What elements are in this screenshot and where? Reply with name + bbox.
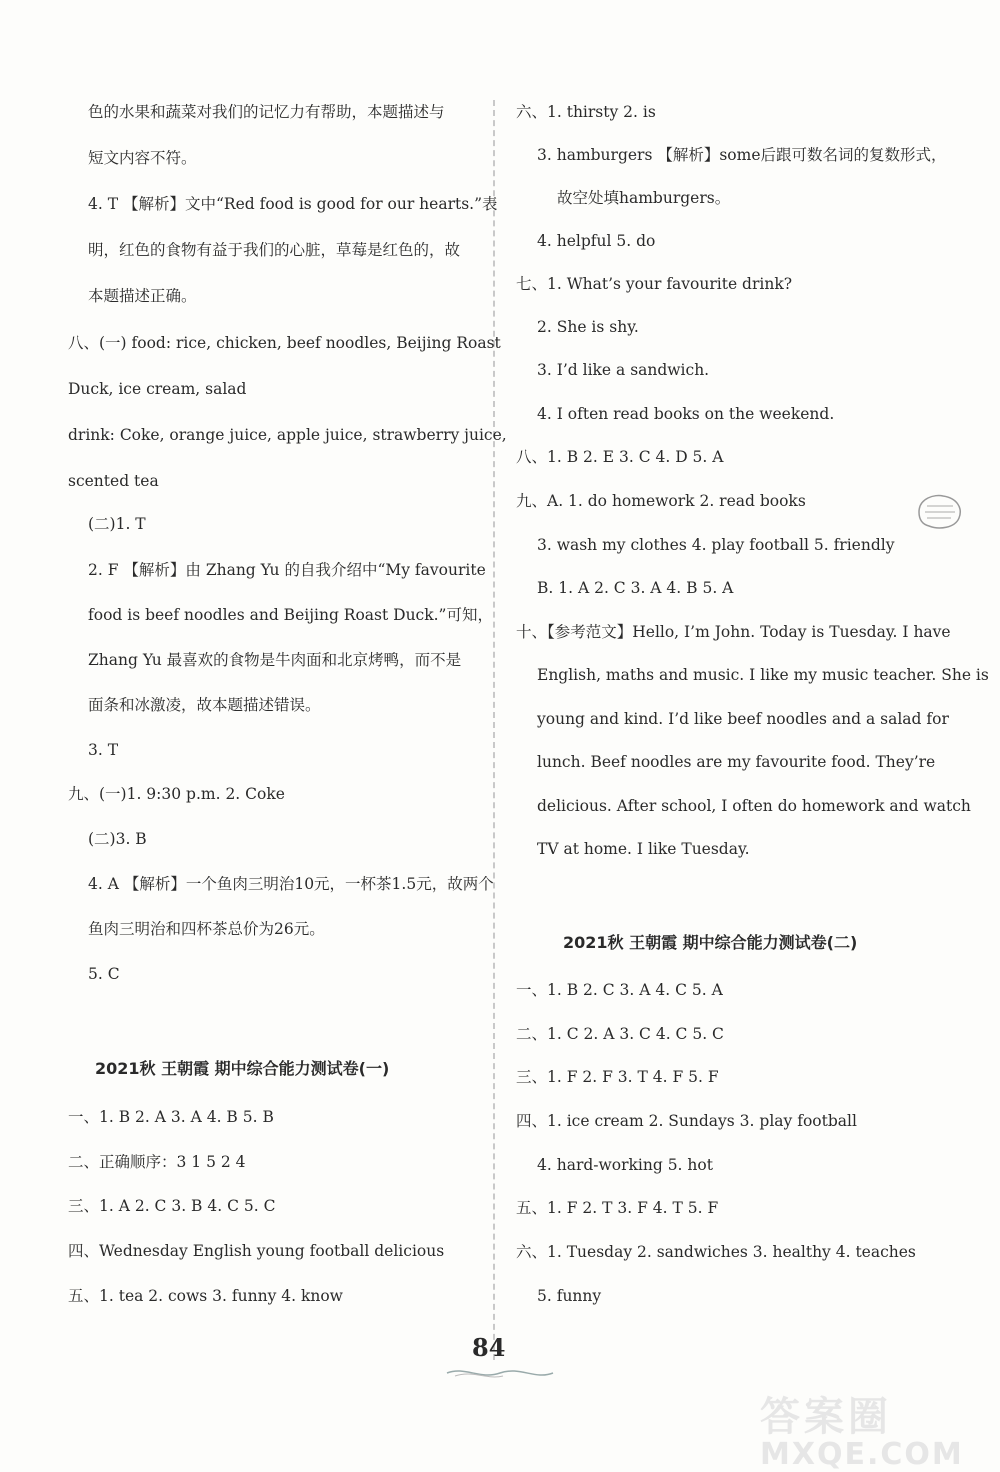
text-line: 五、1. tea 2. cows 3. funny 4. know [68,1287,343,1305]
text-line: (二)1. T [88,515,146,533]
stamp-icon [913,490,965,534]
section-heading: 2021秋 王朝霞 期中综合能力测试卷(一) [95,1059,390,1078]
text-line: 六、1. thirsty 2. is [516,103,656,121]
text-line: 2. F 【解析】由 Zhang Yu 的自我介绍中“My favourite [88,561,486,579]
watermark-bottom: MXQE.COM [760,1437,964,1472]
text-line: 面条和冰激凌，故本题描述错误。 [88,696,321,714]
text-line: 3. wash my clothes 4. play football 5. friendly [537,536,895,554]
text-line: 三、1. F 2. F 3. T 4. F 5. F [516,1068,719,1086]
text-line: 六、1. Tuesday 2. sandwiches 3. healthy 4. teaches [516,1243,916,1261]
text-line: lunch. Beef noodles are my favourite food. They’re [537,753,936,771]
text-line: 二、正确顺序：3 1 5 2 4 [68,1153,246,1171]
text-line: 明，红色的食物有益于我们的心脏，草莓是红色的，故 [88,241,461,259]
text-line: 5. funny [537,1287,602,1305]
watermark-top: 答案圈 [760,1394,892,1440]
text-line: TV at home. I like Tuesday. [537,840,750,858]
text-line: 一、1. B 2. A 3. A 4. B 5. B [68,1108,274,1126]
wave-ornament-icon [445,1366,555,1380]
page-number: 84 [472,1333,506,1362]
text-line: 八、1. B 2. E 3. C 4. D 5. A [516,448,724,466]
text-line: food is beef noodles and Beijing Roast Duck.”可知， [88,606,493,624]
text-line: delicious. After school, I often do homework and watch [537,797,971,815]
text-line: young and kind. I’d like beef noodles and a salad for [537,710,949,728]
text-line: 4. A 【解析】一个鱼肉三明治10元，一杯茶1.5元，故两个 [88,875,494,893]
text-line: 本题描述正确。 [88,287,197,305]
text-line: 4. T 【解析】文中“Red food is good for our hearts.”表 [88,195,498,213]
text-line: 四、Wednesday English young football delicious [68,1242,445,1260]
text-line: (二)3. B [88,830,147,848]
text-line: 九、A. 1. do homework 2. read books [516,492,806,510]
text-line: 短文内容不符。 [88,149,197,167]
text-line: 九、(一)1. 9:30 p.m. 2. Coke [68,785,285,803]
text-line: scented tea [68,472,159,490]
text-line: 色的水果和蔬菜对我们的记忆力有帮助，本题描述与 [88,103,445,121]
text-line: English, maths and music. I like my music teacher. She is [537,666,989,684]
text-line: B. 1. A 2. C 3. A 4. B 5. A [537,579,734,597]
text-line: 3. hamburgers 【解析】some后跟可数名词的复数形式， [537,146,947,164]
text-line: 八、(一) food: rice, chicken, beef noodles, Beijing Roast [68,334,501,352]
text-line: 4. hard-working 5. hot [537,1156,713,1174]
text-line: 二、1. C 2. A 3. C 4. C 5. C [516,1025,724,1043]
text-line: 2. She is shy. [537,318,639,336]
text-line: 4. I often read books on the weekend. [537,405,835,423]
section-heading: 2021秋 王朝霞 期中综合能力测试卷(二) [563,933,858,952]
text-line: Duck, ice cream, salad [68,380,247,398]
text-line: 十、【参考范文】Hello, I’m John. Today is Tuesday. I have [516,623,951,641]
text-line: 故空处填hamburgers。 [557,189,731,207]
text-line: 3. T [88,741,119,759]
text-line: 四、1. ice cream 2. Sundays 3. play football [516,1112,857,1130]
text-line: drink: Coke, orange juice, apple juice, strawberry juice, [68,426,507,444]
text-line: 鱼肉三明治和四杯茶总价为26元。 [88,920,325,938]
watermark [760,1395,964,1471]
text-line: 一、1. B 2. C 3. A 4. C 5. A [516,981,723,999]
text-line: 3. I’d like a sandwich. [537,361,710,379]
text-line: 4. helpful 5. do [537,232,656,250]
text-line: 五、1. F 2. T 3. F 4. T 5. F [516,1199,719,1217]
text-line: 七、1. What’s your favourite drink? [516,275,793,293]
column-divider [493,100,495,1360]
text-line: Zhang Yu 最喜欢的食物是牛肉面和北京烤鸭，而不是 [88,651,462,669]
text-line: 三、1. A 2. C 3. B 4. C 5. C [68,1197,276,1215]
text-line: 5. C [88,965,120,983]
